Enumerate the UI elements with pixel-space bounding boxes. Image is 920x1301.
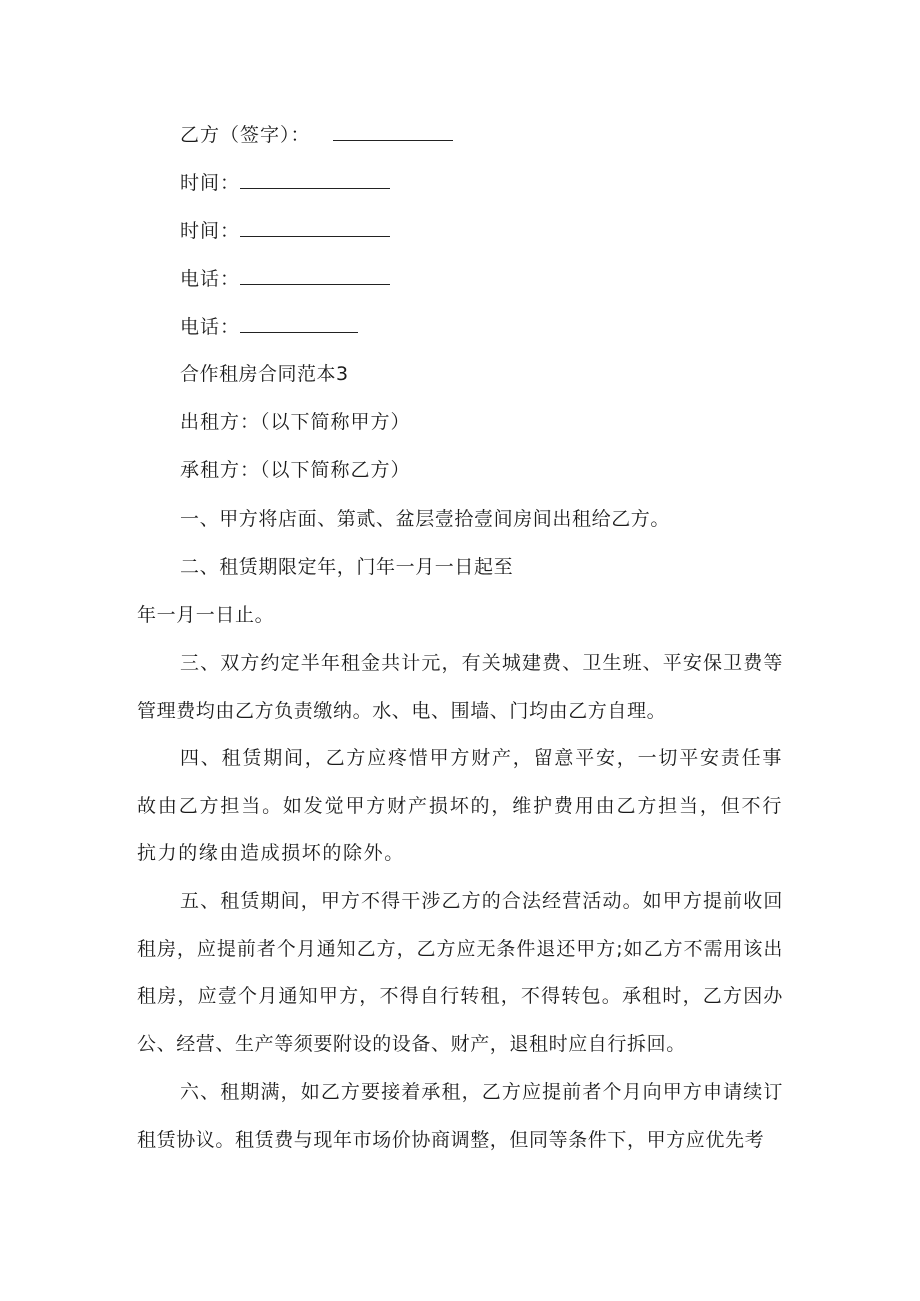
time-label-1: 时间： <box>180 172 241 194</box>
party-b-signature-blank <box>333 122 453 141</box>
clause-2-line-2: 年一月一日止。 <box>137 604 275 626</box>
contract-title: 合作租房合同范本3 <box>180 363 349 385</box>
phone-line-1 <box>180 266 390 291</box>
clause-4: 四、租赁期间，乙方应疼惜甲方财产，留意平安，一切平安责任事故由乙方担当。如发觉甲方财产损坏的，维护费用由乙方担当，但不行抗力的缘由造成损坏的除外。 <box>137 747 783 864</box>
clause-2-line-1: 二、租赁期限定年，门年一月一日起至 <box>180 556 514 578</box>
lessor-label: 出租方：（以下简称甲方） <box>180 411 411 433</box>
party-b-signature-label: 乙方（签字）： <box>180 124 311 146</box>
lessee-label: 承租方：（以下简称乙方） <box>180 459 411 481</box>
time-line-2 <box>180 218 390 243</box>
time-blank-1 <box>240 170 390 189</box>
time-blank-2 <box>240 218 390 237</box>
phone-label-2: 电话： <box>180 316 241 338</box>
party-b-signature-line <box>180 122 453 147</box>
clause-5: 五、租赁期间，甲方不得干涉乙方的合法经营活动。如甲方提前收回租房，应提前者个月通知乙方，乙方应无条件退还甲方;如乙方不需用该出租房，应壹个月通知甲方，不得自行转租，不得转包。承租时，乙方因办公、经营、生产等须要附设的设备、财产，退租时应自行拆回。 <box>137 890 783 1055</box>
phone-blank-1 <box>240 266 390 285</box>
time-line-1 <box>180 170 390 195</box>
clause-3: 三、双方约定半年租金共计元，有关城建费、卫生班、平安保卫费等管理费均由乙方负责缴纳。水、电、围墙、门均由乙方自理。 <box>137 652 783 722</box>
phone-label-1: 电话： <box>180 268 241 290</box>
clause-6: 六、租期满，如乙方要接着承租，乙方应提前者个月向甲方申请续订租赁协议。租赁费与现年市场价协商调整，但同等条件下，甲方应优先考 <box>137 1081 783 1151</box>
clause-1: 一、甲方将店面、第贰、盆层壹拾壹间房间出租给乙方。 <box>180 508 671 530</box>
phone-blank-2 <box>240 314 358 333</box>
time-label-2: 时间： <box>180 220 241 242</box>
phone-line-2 <box>180 314 358 339</box>
